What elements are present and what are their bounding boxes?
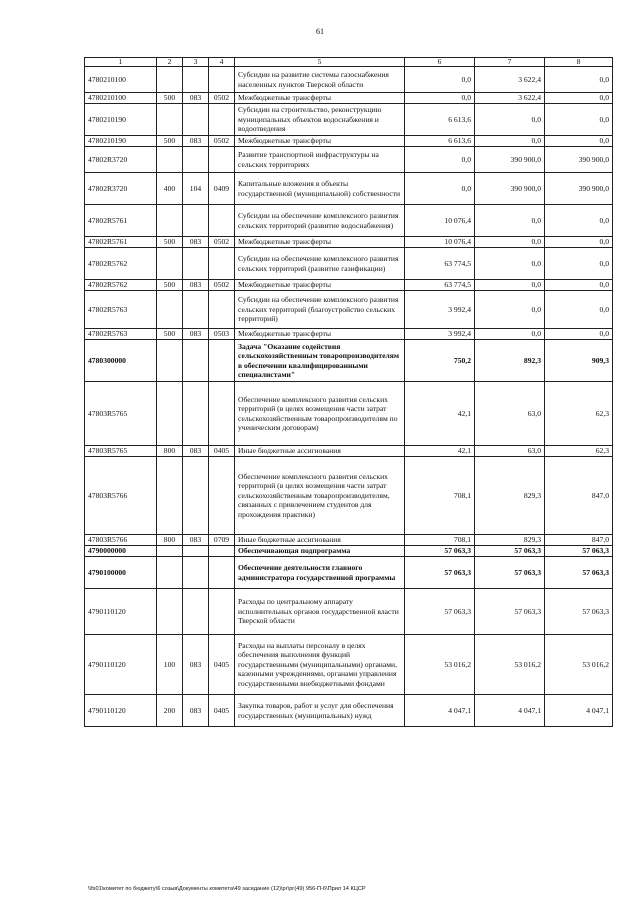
section-code-cell — [209, 382, 235, 446]
amount-col8-cell: 62,3 — [545, 382, 613, 446]
table-row — [85, 382, 613, 446]
ministry-code-cell — [183, 147, 209, 173]
item-name-cell: Обеспечивающая подпрограмма — [235, 546, 405, 557]
ministry-code-cell — [183, 67, 209, 93]
item-name-cell: Иные бюджетные ассигнования — [235, 535, 405, 546]
table-row — [85, 695, 613, 727]
budget-code-cell: 47802R5762 — [85, 248, 157, 280]
expense-type-cell: 500 — [157, 237, 183, 248]
section-code-cell: 0502 — [209, 237, 235, 248]
amount-col7-cell: 57 063,3 — [475, 546, 545, 557]
expense-type-cell: 500 — [157, 329, 183, 340]
budget-table — [84, 57, 613, 727]
expense-type-cell: 400 — [157, 173, 183, 205]
amount-col8-cell: 847,0 — [545, 457, 613, 535]
amount-col7-cell: 892,3 — [475, 340, 545, 382]
ministry-code-cell — [183, 248, 209, 280]
item-name-cell: Межбюджетные трансферты — [235, 237, 405, 248]
table-row — [85, 136, 613, 147]
budget-code-cell: 47803R5766 — [85, 457, 157, 535]
item-name-cell: Закупка товаров, работ и услуг для обеспечения государственных (муниципальных) нужд — [235, 695, 405, 727]
table-row — [85, 173, 613, 205]
amount-col6-cell: 708,1 — [405, 457, 475, 535]
item-name-cell: Иные бюджетные ассигнования — [235, 446, 405, 457]
amount-col7-cell: 0,0 — [475, 104, 545, 136]
table-row — [85, 329, 613, 340]
section-code-cell: 0405 — [209, 446, 235, 457]
budget-code-cell: 47802R5763 — [85, 291, 157, 329]
column-header: 2 — [157, 58, 183, 67]
section-code-cell — [209, 557, 235, 589]
column-header: 6 — [405, 58, 475, 67]
amount-col8-cell: 57 063,3 — [545, 589, 613, 635]
ministry-code-cell — [183, 546, 209, 557]
item-name-cell: Субсидии на обеспечение комплексного развития сельских территорий (развитие газификации) — [235, 248, 405, 280]
expense-type-cell: 500 — [157, 93, 183, 104]
amount-col6-cell: 10 076,4 — [405, 205, 475, 237]
amount-col7-cell: 0,0 — [475, 280, 545, 291]
table-row — [85, 635, 613, 695]
budget-code-cell: 47802R3720 — [85, 147, 157, 173]
expense-type-cell: 200 — [157, 695, 183, 727]
section-code-cell — [209, 457, 235, 535]
amount-col8-cell: 390 900,0 — [545, 147, 613, 173]
section-code-cell: 0405 — [209, 695, 235, 727]
expense-type-cell — [157, 291, 183, 329]
amount-col6-cell: 708,1 — [405, 535, 475, 546]
amount-col6-cell: 6 613,6 — [405, 136, 475, 147]
amount-col6-cell: 0,0 — [405, 147, 475, 173]
section-code-cell — [209, 291, 235, 329]
item-name-cell: Межбюджетные трансферты — [235, 93, 405, 104]
expense-type-cell — [157, 205, 183, 237]
item-name-cell: Межбюджетные трансферты — [235, 280, 405, 291]
expense-type-cell — [157, 546, 183, 557]
amount-col8-cell: 0,0 — [545, 248, 613, 280]
amount-col7-cell: 829,3 — [475, 457, 545, 535]
amount-col6-cell: 750,2 — [405, 340, 475, 382]
expense-type-cell — [157, 147, 183, 173]
table-row — [85, 93, 613, 104]
amount-col7-cell: 0,0 — [475, 205, 545, 237]
expense-type-cell — [157, 248, 183, 280]
amount-col6-cell: 10 076,4 — [405, 237, 475, 248]
budget-code-cell: 4780210100 — [85, 67, 157, 93]
budget-code-cell: 47802R5762 — [85, 280, 157, 291]
amount-col6-cell: 4 047,1 — [405, 695, 475, 727]
budget-code-cell: 4790110120 — [85, 695, 157, 727]
ministry-code-cell: 083 — [183, 695, 209, 727]
budget-code-cell: 4790110120 — [85, 589, 157, 635]
amount-col7-cell: 0,0 — [475, 136, 545, 147]
amount-col7-cell: 53 016,2 — [475, 635, 545, 695]
section-code-cell: 0709 — [209, 535, 235, 546]
item-name-cell: Обеспечение комплексного развития сельских территорий (в целях возмещения части затрат сельскохозяйственным товаропроизводителям, связанных с привлечением студентов для прохождения практики) — [235, 457, 405, 535]
amount-col7-cell: 57 063,3 — [475, 589, 545, 635]
amount-col8-cell: 53 016,2 — [545, 635, 613, 695]
section-code-cell — [209, 205, 235, 237]
item-name-cell: Задача "Оказание содействия сельскохозяйственным товаропроизводителям в обеспечении квалифицированными специалистами" — [235, 340, 405, 382]
ministry-code-cell — [183, 457, 209, 535]
item-name-cell: Расходы на выплаты персоналу в целях обеспечения выполнения функций государственными (муниципальными) органами, казенными учреждениями, органами управления государственными внебюджетными фондами — [235, 635, 405, 695]
column-header: 5 — [235, 58, 405, 67]
budget-code-cell: 47803R5765 — [85, 382, 157, 446]
ministry-code-cell: 104 — [183, 173, 209, 205]
budget-code-cell: 4780210190 — [85, 104, 157, 136]
table-row — [85, 589, 613, 635]
amount-col8-cell: 0,0 — [545, 237, 613, 248]
amount-col6-cell: 57 063,3 — [405, 546, 475, 557]
ministry-code-cell: 083 — [183, 93, 209, 104]
ministry-code-cell: 083 — [183, 446, 209, 457]
amount-col6-cell: 57 063,3 — [405, 557, 475, 589]
column-header: 8 — [545, 58, 613, 67]
expense-type-cell: 500 — [157, 136, 183, 147]
table-row — [85, 546, 613, 557]
ministry-code-cell: 083 — [183, 280, 209, 291]
amount-col7-cell: 0,0 — [475, 248, 545, 280]
amount-col7-cell: 4 047,1 — [475, 695, 545, 727]
table-row — [85, 237, 613, 248]
amount-col6-cell: 3 992,4 — [405, 329, 475, 340]
section-code-cell — [209, 248, 235, 280]
item-name-cell: Обеспечение деятельности главного администратора государственной программы — [235, 557, 405, 589]
amount-col7-cell: 829,3 — [475, 535, 545, 546]
section-code-cell: 0502 — [209, 93, 235, 104]
expense-type-cell — [157, 340, 183, 382]
section-code-cell: 0503 — [209, 329, 235, 340]
column-header: 4 — [209, 58, 235, 67]
expense-type-cell — [157, 557, 183, 589]
amount-col6-cell: 0,0 — [405, 173, 475, 205]
ministry-code-cell — [183, 557, 209, 589]
amount-col8-cell: 0,0 — [545, 205, 613, 237]
table-row — [85, 557, 613, 589]
item-name-cell: Межбюджетные трансферты — [235, 136, 405, 147]
table-row — [85, 205, 613, 237]
ministry-code-cell: 083 — [183, 329, 209, 340]
amount-col7-cell: 0,0 — [475, 291, 545, 329]
expense-type-cell — [157, 104, 183, 136]
amount-col6-cell: 0,0 — [405, 93, 475, 104]
expense-type-cell — [157, 589, 183, 635]
amount-col8-cell: 0,0 — [545, 104, 613, 136]
item-name-cell: Капитальные вложения в объекты государственной (муниципальной) собственности — [235, 173, 405, 205]
expense-type-cell — [157, 457, 183, 535]
budget-code-cell: 4780210100 — [85, 93, 157, 104]
amount-col8-cell: 0,0 — [545, 136, 613, 147]
section-code-cell — [209, 104, 235, 136]
expense-type-cell: 500 — [157, 280, 183, 291]
column-header: 7 — [475, 58, 545, 67]
amount-col8-cell: 909,3 — [545, 340, 613, 382]
section-code-cell: 0409 — [209, 173, 235, 205]
item-name-cell: Развитие транспортной инфраструктуры на сельских территориях — [235, 147, 405, 173]
budget-code-cell: 4790000000 — [85, 546, 157, 557]
table-row — [85, 446, 613, 457]
ministry-code-cell — [183, 291, 209, 329]
budget-code-cell: 47802R5761 — [85, 237, 157, 248]
ministry-code-cell: 083 — [183, 535, 209, 546]
amount-col6-cell: 53 016,2 — [405, 635, 475, 695]
amount-col7-cell: 0,0 — [475, 329, 545, 340]
expense-type-cell: 100 — [157, 635, 183, 695]
ministry-code-cell — [183, 589, 209, 635]
section-code-cell: 0405 — [209, 635, 235, 695]
expense-type-cell: 800 — [157, 446, 183, 457]
amount-col8-cell: 0,0 — [545, 329, 613, 340]
amount-col8-cell: 0,0 — [545, 291, 613, 329]
budget-code-cell: 47803R5766 — [85, 535, 157, 546]
amount-col8-cell: 57 063,3 — [545, 557, 613, 589]
item-name-cell: Расходы по центральному аппарату исполнительных органов государственной власти Тверской области — [235, 589, 405, 635]
ministry-code-cell — [183, 340, 209, 382]
amount-col7-cell: 63,0 — [475, 382, 545, 446]
ministry-code-cell: 083 — [183, 635, 209, 695]
amount-col8-cell: 0,0 — [545, 280, 613, 291]
item-name-cell: Субсидии на обеспечение комплексного развития сельских территорий (развитие водоснабжения) — [235, 205, 405, 237]
ministry-code-cell: 083 — [183, 237, 209, 248]
amount-col6-cell: 63 774,5 — [405, 280, 475, 291]
amount-col6-cell: 57 063,3 — [405, 589, 475, 635]
amount-col7-cell: 57 063,3 — [475, 557, 545, 589]
item-name-cell: Обеспечение комплексного развития сельских территорий (в целях возмещения части затрат сельскохозяйственным товаропроизводителям по ученическим договорам) — [235, 382, 405, 446]
section-code-cell — [209, 340, 235, 382]
expense-type-cell: 800 — [157, 535, 183, 546]
section-code-cell — [209, 546, 235, 557]
page-number: 61 — [316, 27, 324, 36]
amount-col8-cell: 57 063,3 — [545, 546, 613, 557]
budget-code-cell: 47802R5763 — [85, 329, 157, 340]
budget-code-cell: 47803R5765 — [85, 446, 157, 457]
item-name-cell: Субсидии на обеспечение комплексного развития сельских территорий (благоустройство сельских территорий) — [235, 291, 405, 329]
table-row — [85, 104, 613, 136]
budget-code-cell: 4780210190 — [85, 136, 157, 147]
table-row — [85, 248, 613, 280]
expense-type-cell — [157, 382, 183, 446]
table-row — [85, 291, 613, 329]
table-row — [85, 280, 613, 291]
ministry-code-cell — [183, 104, 209, 136]
amount-col8-cell: 4 047,1 — [545, 695, 613, 727]
amount-col7-cell: 0,0 — [475, 237, 545, 248]
item-name-cell: Субсидии на развитие системы газоснабжения населенных пунктов Тверской области — [235, 67, 405, 93]
section-code-cell — [209, 147, 235, 173]
table-row — [85, 457, 613, 535]
amount-col7-cell: 390 900,0 — [475, 173, 545, 205]
table-row — [85, 67, 613, 93]
item-name-cell: Субсидии на строительство, реконструкцию муниципальных объектов водоснабжения и водоотведения — [235, 104, 405, 136]
amount-col8-cell: 0,0 — [545, 93, 613, 104]
expense-type-cell — [157, 67, 183, 93]
amount-col6-cell: 3 992,4 — [405, 291, 475, 329]
ministry-code-cell — [183, 205, 209, 237]
section-code-cell: 0502 — [209, 280, 235, 291]
amount-col6-cell: 63 774,5 — [405, 248, 475, 280]
ministry-code-cell: 083 — [183, 136, 209, 147]
amount-col7-cell: 63,0 — [475, 446, 545, 457]
file-path-footer: \\fs01\комитет по бюджету\6 созыв\Документы комитета\49 заседание (12)\рг\рг(49) 956-П-6\Прил 14 КЦСР — [88, 886, 366, 892]
amount-col8-cell: 847,0 — [545, 535, 613, 546]
section-code-cell: 0502 — [209, 136, 235, 147]
amount-col6-cell: 0,0 — [405, 67, 475, 93]
item-name-cell: Межбюджетные трансферты — [235, 329, 405, 340]
column-header: 1 — [85, 58, 157, 67]
section-code-cell — [209, 589, 235, 635]
amount-col8-cell: 390 900,0 — [545, 173, 613, 205]
amount-col6-cell: 42,1 — [405, 446, 475, 457]
budget-code-cell: 4790110120 — [85, 635, 157, 695]
amount-col7-cell: 3 622,4 — [475, 67, 545, 93]
amount-col8-cell: 62,3 — [545, 446, 613, 457]
ministry-code-cell — [183, 382, 209, 446]
budget-code-cell: 4780300000 — [85, 340, 157, 382]
section-code-cell — [209, 67, 235, 93]
amount-col7-cell: 3 622,4 — [475, 93, 545, 104]
budget-code-cell: 47802R3720 — [85, 173, 157, 205]
header-row — [85, 58, 613, 67]
amount-col6-cell: 6 613,6 — [405, 104, 475, 136]
amount-col7-cell: 390 900,0 — [475, 147, 545, 173]
amount-col8-cell: 0,0 — [545, 67, 613, 93]
table-row — [85, 340, 613, 382]
column-header: 3 — [183, 58, 209, 67]
table-row — [85, 535, 613, 546]
amount-col6-cell: 42,1 — [405, 382, 475, 446]
budget-code-cell: 4790100000 — [85, 557, 157, 589]
table-row — [85, 147, 613, 173]
budget-code-cell: 47802R5761 — [85, 205, 157, 237]
